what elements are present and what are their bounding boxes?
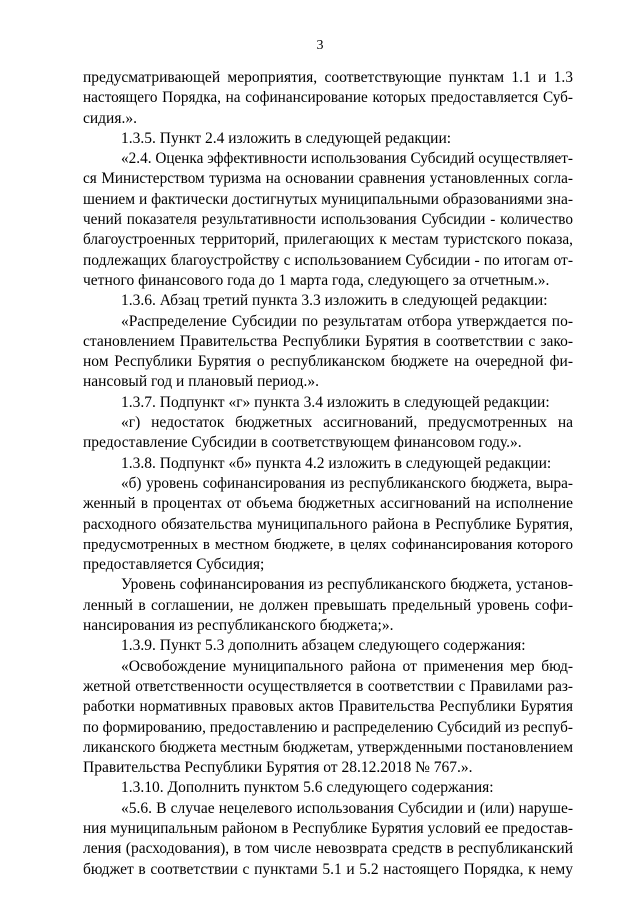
text-line: подлежащих благоустройству с использованием Субсидии - по итогам от-: [83, 251, 573, 269]
text-line: «2.4. Оценка эффективности использования Субсидий осуществляет-: [121, 150, 573, 168]
text-line: нансирования из республиканского бюджета;».: [83, 617, 394, 635]
text-line: предусматривающей мероприятия, соответствующие пунктам 1.1 и 1.3: [83, 69, 573, 86]
page-number: 3: [316, 38, 324, 53]
text-line: ном Республики Бурятия о республиканском бюджете на очередной фи-: [83, 353, 573, 371]
text-line: четного финансового года до 1 марта года, следующего за отчетным.».: [83, 271, 550, 289]
text-line: 1.3.10. Дополнить пунктом 5.6 следующего содержания:: [121, 779, 494, 797]
text-line: 1.3.8. Подпункт «б» пункта 4.2 изложить в следующей редакции:: [121, 454, 552, 472]
text-line: 1.3.6. Абзац третий пункта 3.3 изложить в следующей редакции:: [121, 292, 548, 310]
text-line: по формированию, предоставлению и распределению Субсидий из респуб-: [83, 718, 573, 736]
text-line: чений показателя результативности использования Субсидии - количество: [83, 211, 573, 229]
text-line: шением и фактически достигнутых муниципальными образованиями зна-: [83, 190, 574, 208]
text-line: сидия.».: [83, 109, 137, 127]
text-line: 1.3.7. Подпункт «г» пункта 3.4 изложить в следующей редакции:: [121, 393, 550, 411]
text-line: 1.3.9. Пункт 5.3 дополнить абзацем следующего содержания:: [121, 637, 526, 655]
text-line: предоставление Субсидии в соответствующем финансовом году.».: [83, 434, 522, 452]
text-line: 1.3.5. Пункт 2.4 изложить в следующей редакции:: [121, 129, 452, 147]
document-body: [83, 68, 573, 880]
text-line: Уровень софинансирования из республиканского бюджета, установ-: [121, 576, 573, 594]
text-line: «5.6. В случае нецелевого использования Субсидии и (или) наруше-: [121, 799, 573, 817]
text-line: «Распределение Субсидии по результатам отбора утверждается по-: [121, 312, 573, 330]
text-line: благоустроенных территорий, прилегающих к местам туристского показа,: [83, 231, 573, 249]
text-line: становлением Правительства Республики Бурятия в соответствии с зако-: [83, 332, 573, 350]
text-line: бюджет в соответствии с пунктами 5.1 и 5.2 настоящего Порядка, к нему: [83, 860, 573, 878]
text-line: настоящего Порядка, на софинансирование которых предоставляется Суб-: [83, 89, 573, 107]
text-line: женный в процентах от объема бюджетных ассигнований на исполнение: [83, 495, 573, 513]
text-line: жетной ответственности осуществляется в соответствии с Правилами раз-: [83, 677, 573, 695]
text-line: ния муниципальным районом в Республике Бурятия условий ее предостав-: [83, 819, 573, 837]
text-line: Правительства Республики Бурятия от 28.12.2018 № 767.».: [83, 759, 473, 777]
text-line: ся Министерством туризма на основании сравнения установленных согла-: [83, 170, 573, 188]
text-line: работки нормативных правовых актов Правительства Республики Бурятия: [83, 698, 573, 716]
text-line: «б) уровень софинансирования из республиканского бюджета, выра-: [121, 474, 573, 492]
text-line: ленный в соглашении, не должен превышать предельный уровень софи-: [83, 596, 573, 614]
text-line: нансовый год и плановый период.».: [83, 373, 319, 391]
text-line: ления (расходования), в том числе невозврата средств в республиканский: [83, 840, 573, 858]
text-line: расходного обязательства муниципального района в Республике Бурятия,: [83, 515, 573, 533]
text-line: «г) недостаток бюджетных ассигнований, предусмотренных на: [121, 414, 573, 432]
text-line: ликанского бюджета местным бюджетам, утвержденными постановлением: [83, 738, 573, 756]
text-line: «Освобождение муниципального района от применения мер бюд-: [121, 657, 573, 675]
text-line: предусмотренных в местном бюджете, в целях софинансирования которого: [83, 536, 573, 553]
text-line: предоставляется Субсидия;: [83, 556, 265, 574]
